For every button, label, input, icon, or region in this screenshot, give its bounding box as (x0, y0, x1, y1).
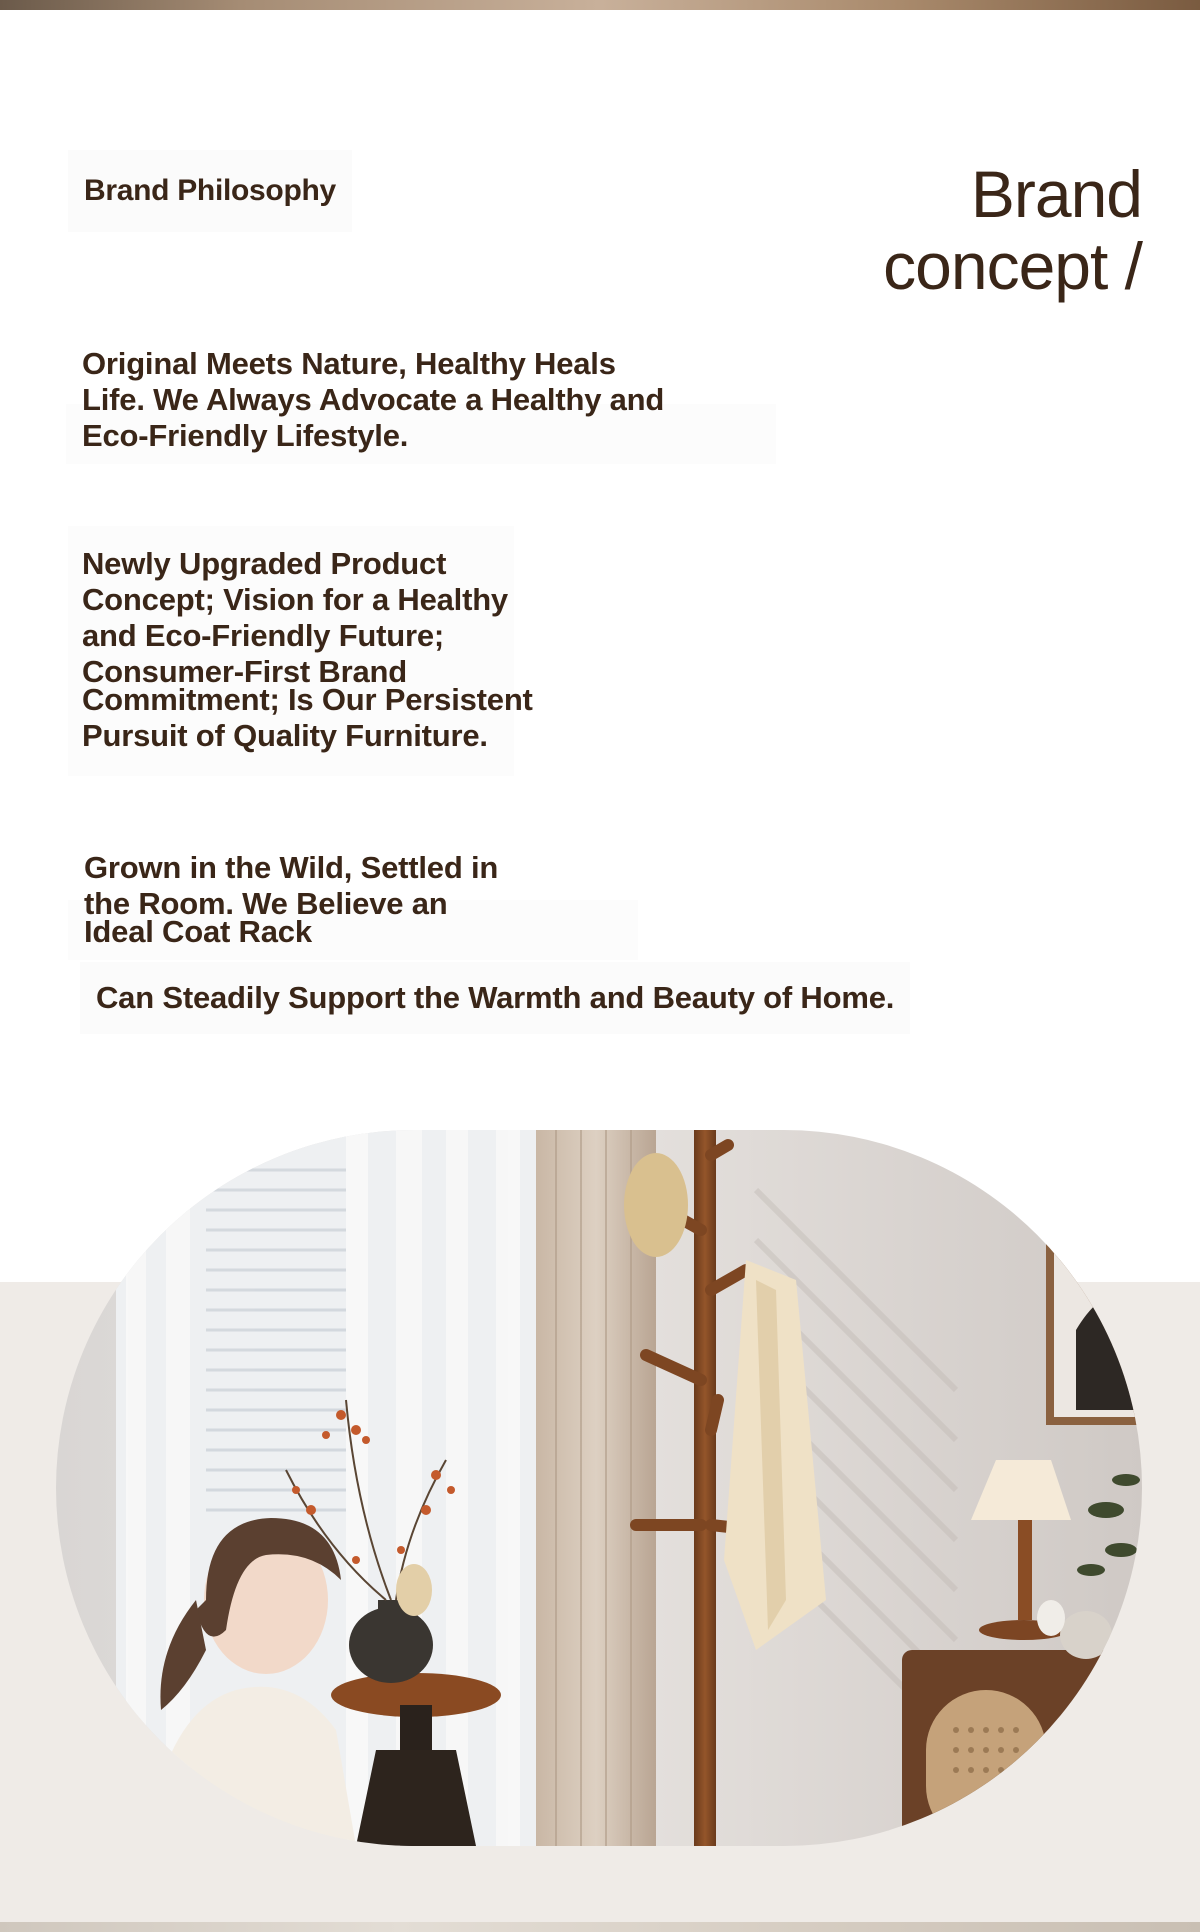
paragraph-line: Eco-Friendly Lifestyle. (82, 418, 409, 453)
bottom-banner-image-strip (0, 1922, 1200, 1932)
top-banner-image-strip (0, 0, 1200, 10)
interior-photo-icon (56, 1130, 1142, 1846)
paragraph-line: Pursuit of Quality Furniture. (82, 718, 488, 753)
title-line-1: Brand (970, 157, 1142, 231)
paragraph-line: Original Meets Nature, Healthy Heals (82, 346, 616, 381)
paragraph-line: Commitment; Is Our Persistent (82, 682, 533, 717)
paragraph-line: Concept; Vision for a Healthy (82, 582, 508, 617)
title-line-2: concept / (883, 229, 1142, 303)
philosophy-paragraph-2 (82, 546, 533, 754)
paragraph-line: Ideal Coat Rack (84, 914, 312, 949)
paragraph-line: and Eco-Friendly Future; (82, 618, 445, 653)
section-tag: Brand Philosophy (68, 150, 352, 232)
philosophy-paragraph-3 (84, 850, 498, 950)
paragraph-line: Consumer-First Brand (82, 654, 407, 689)
philosophy-closing-line: Can Steadily Support the Warmth and Beauty of Home. (80, 962, 910, 1034)
paragraph-line: Life. We Always Advocate a Healthy and (82, 382, 665, 417)
paragraph-line: Grown in the Wild, Settled in (84, 850, 499, 885)
philosophy-paragraph-1 (82, 346, 664, 454)
page-title (722, 158, 1142, 302)
paragraph-line: Newly Upgraded Product (82, 546, 447, 581)
paragraph-line: the Room. We Believe an (84, 886, 448, 921)
